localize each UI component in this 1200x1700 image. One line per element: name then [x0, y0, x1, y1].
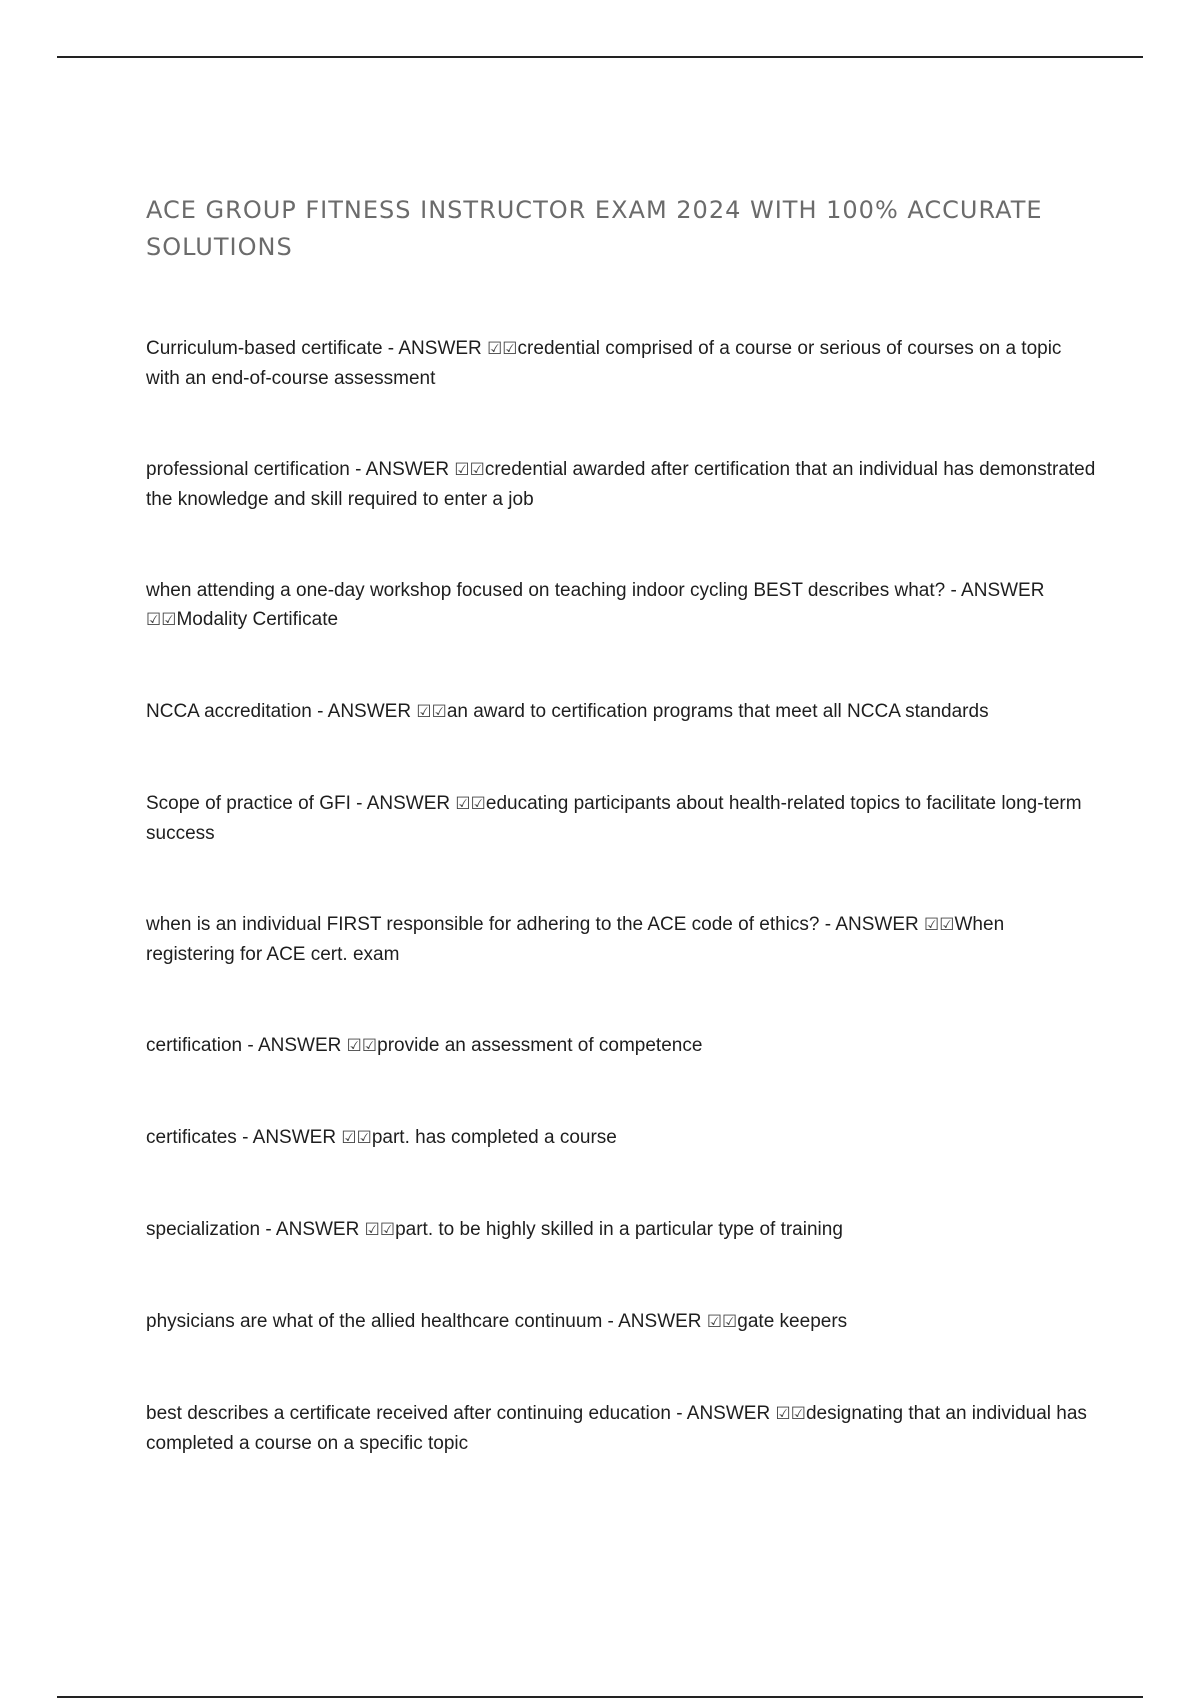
- qa-item-1: [146, 334, 1096, 393]
- qa-separator: -: [602, 1311, 619, 1332]
- qa-item-2: [146, 455, 1096, 514]
- answer-label: ANSWER: [835, 914, 919, 935]
- check-marks-icon: ☑☑: [775, 1404, 806, 1424]
- qa-answer: part. to be highly skilled in a particular type of training: [395, 1219, 843, 1240]
- qa-term: NCCA accreditation: [146, 701, 312, 722]
- check-marks-icon: ☑☑: [341, 1128, 372, 1148]
- answer-label: ANSWER: [961, 580, 1045, 601]
- answer-label: ANSWER: [618, 1311, 702, 1332]
- qa-term: certificates: [146, 1127, 237, 1148]
- answer-label: ANSWER: [398, 338, 482, 359]
- check-marks-icon: ☑☑: [454, 460, 485, 480]
- qa-term: best describes a certificate received after continuing education: [146, 1403, 671, 1424]
- qa-answer: provide an assessment of competence: [377, 1035, 703, 1056]
- page-title: ACE GROUP FITNESS INSTRUCTOR EXAM 2024 WITH 100% ACCURATE SOLUTIONS: [146, 196, 1043, 261]
- qa-separator: -: [350, 793, 367, 814]
- qa-answer: an award to certification programs that meet all NCCA standards: [446, 701, 989, 722]
- qa-separator: -: [819, 914, 836, 935]
- qa-separator: -: [260, 1219, 276, 1240]
- qa-item-4: [146, 697, 1096, 727]
- qa-item-6: [146, 910, 1096, 969]
- qa-answer: When registering for ACE cert. exam: [146, 914, 1005, 965]
- qa-separator: -: [670, 1403, 687, 1424]
- qa-answer: gate keepers: [737, 1311, 848, 1332]
- check-marks-icon: ☑☑: [455, 794, 486, 814]
- check-marks-icon: ☑☑: [706, 1312, 738, 1332]
- qa-term: when is an individual FIRST responsible for adhering to the ACE code of ethics?: [146, 914, 820, 935]
- qa-term: Scope of practice of GFI: [146, 793, 351, 814]
- answer-label: ANSWER: [366, 793, 451, 814]
- qa-term: professional certification: [146, 459, 350, 480]
- qa-item-8: [146, 1123, 1096, 1153]
- qa-answer: part. has completed a course: [371, 1127, 617, 1148]
- check-marks-icon: ☑☑: [364, 1220, 396, 1240]
- qa-item-10: [146, 1307, 1096, 1337]
- qa-item-9: [146, 1215, 1096, 1245]
- qa-item-5: [146, 789, 1096, 848]
- answer-label: ANSWER: [252, 1127, 337, 1148]
- qa-answer: designating that an individual has completed a course on a specific topic: [146, 1403, 1087, 1454]
- qa-answer: credential comprised of a course or serious of courses on a topic with an end-of-course assessment: [146, 338, 1062, 389]
- qa-separator: -: [382, 338, 399, 359]
- check-marks-icon: ☑☑: [346, 1036, 378, 1056]
- answer-label: ANSWER: [327, 701, 412, 722]
- qa-item-11: [146, 1399, 1096, 1458]
- qa-item-7: [146, 1031, 1096, 1061]
- check-marks-icon: ☑☑: [487, 339, 518, 359]
- bottom-rule: [57, 1696, 1143, 1698]
- qa-separator: -: [945, 580, 962, 601]
- qa-separator: -: [349, 459, 366, 480]
- qa-answer: credential awarded after certification that an individual has demonstrated the knowledge and skill required to enter a job: [146, 459, 1096, 510]
- qa-term: specialization: [146, 1219, 261, 1240]
- check-marks-icon: ☑☑: [924, 915, 955, 935]
- qa-separator: -: [242, 1035, 258, 1056]
- answer-label: ANSWER: [686, 1403, 771, 1424]
- answer-label: ANSWER: [257, 1035, 342, 1056]
- qa-separator: -: [236, 1127, 253, 1148]
- check-marks-icon: ☑☑: [416, 702, 447, 722]
- answer-label: ANSWER: [365, 459, 450, 480]
- qa-term: certification: [146, 1035, 243, 1056]
- qa-list: [146, 334, 1096, 1458]
- qa-answer: Modality Certificate: [176, 609, 339, 630]
- qa-separator: -: [311, 701, 328, 722]
- top-rule: [57, 56, 1143, 58]
- check-marks-icon: ☑☑: [146, 610, 177, 630]
- qa-item-3: [146, 576, 1096, 635]
- qa-answer: educating participants about health-related topics to facilitate long-term success: [146, 793, 1082, 844]
- answer-label: ANSWER: [275, 1219, 360, 1240]
- qa-term: Curriculum-based certificate: [146, 338, 383, 359]
- qa-term: when attending a one-day workshop focused on teaching indoor cycling BEST describes what?: [146, 580, 946, 601]
- qa-term: physicians are what of the allied healthcare continuum: [146, 1311, 603, 1332]
